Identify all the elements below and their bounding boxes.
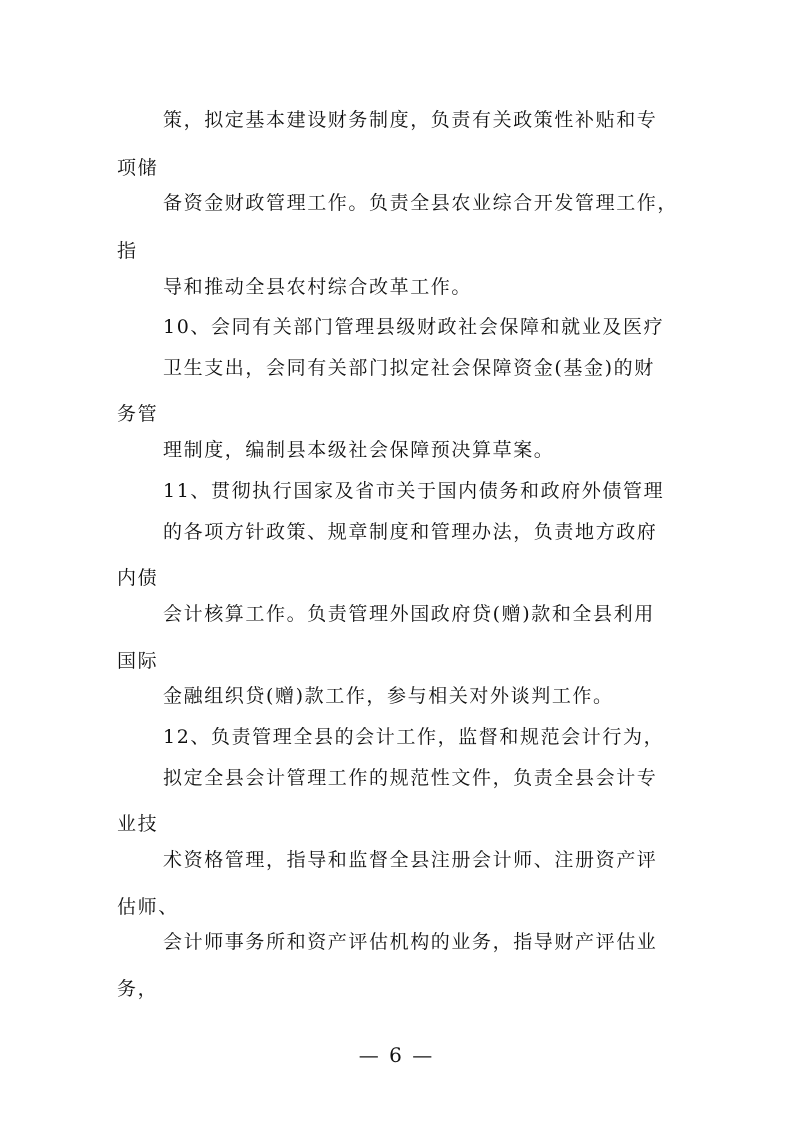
text-line: 拟定全县会计管理工作的规范性文件，负责全县会计专	[163, 767, 658, 789]
text-line: 术资格管理，指导和监督全县注册会计师、注册资产评	[163, 849, 658, 871]
text-line: 12、负责管理全县的会计工作，监督和规范会计行为，	[163, 726, 665, 748]
text-line: 内债	[117, 567, 159, 589]
text-line: 国际	[117, 650, 159, 672]
text-line: 的各项方针政策、规章制度和管理办法，负责地方政府	[163, 521, 658, 543]
text-line: 务管	[117, 403, 159, 425]
text-line: 金融组织贷(赠)款工作，参与相关对外谈判工作。	[163, 685, 614, 707]
text-line: 理制度，编制县本级社会保障预决算草案。	[163, 439, 555, 461]
text-line: 务，	[117, 978, 159, 1000]
text-line: 估师、	[117, 896, 179, 918]
text-line: 11、贯彻执行国家及省市关于国内债务和政府外债管理	[163, 480, 665, 502]
page-number: — 6 —	[358, 1043, 435, 1067]
text-line: 会计核算工作。负责管理外国政府贷(赠)款和全县利用	[163, 603, 655, 625]
text-line: 策，拟定基本建设财务制度，负责有关政策性补贴和专	[163, 109, 658, 131]
text-line: 项储	[117, 157, 159, 179]
text-line: 导和推动全县农村综合改革工作。	[163, 276, 473, 298]
text-line: 会计师事务所和资产评估机构的业务，指导财产评估业	[163, 931, 658, 953]
text-line: 备资金财政管理工作。负责全县农业综合开发管理工作，	[163, 192, 679, 214]
text-line: 业技	[117, 813, 159, 835]
text-line: 指	[117, 240, 138, 262]
text-line: 卫生支出，会同有关部门拟定社会保障资金(基金)的财	[163, 357, 655, 379]
text-line: 10、会同有关部门管理县级财政社会保障和就业及医疗	[163, 316, 665, 338]
